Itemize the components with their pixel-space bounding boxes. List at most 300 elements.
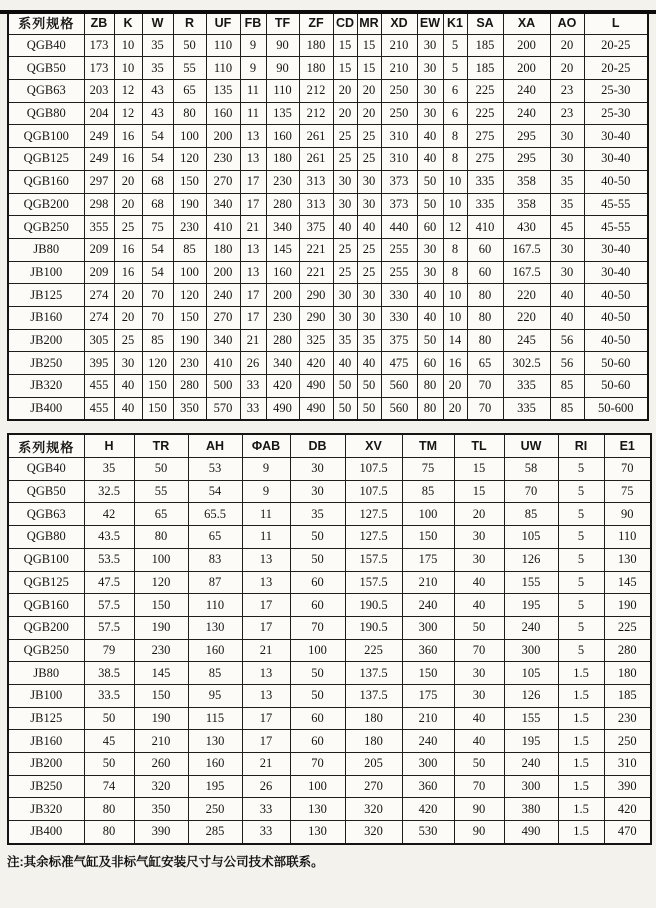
spec-value-cell: 150 [173, 170, 206, 193]
spec-value-cell: 30 [333, 306, 357, 329]
spec-value-cell: 9 [242, 480, 290, 503]
spec-value-cell: 100 [173, 261, 206, 284]
spec-value-cell: 50 [333, 375, 357, 398]
spec-value-cell: 160 [266, 125, 299, 148]
spec-value-cell: 50 [290, 548, 345, 571]
spec-value-cell: 85 [550, 375, 584, 398]
spec-value-cell: 30 [417, 57, 443, 80]
spec-value-cell: 110 [266, 80, 299, 103]
spec-value-cell: 190 [134, 616, 188, 639]
column-header: XD [381, 11, 417, 34]
spec-value-cell: 30 [417, 102, 443, 125]
spec-value-cell: 80 [417, 375, 443, 398]
spec-value-cell: 455 [84, 397, 114, 420]
spec-value-cell: 40-50 [584, 170, 648, 193]
spec-value-cell: 145 [604, 571, 651, 594]
spec-value-cell: 200 [503, 57, 550, 80]
column-header: TF [266, 11, 299, 34]
spec-value-cell: 12 [114, 80, 142, 103]
column-header: SA [467, 11, 503, 34]
spec-value-cell: 30 [454, 662, 504, 685]
series-model-cell: JB400 [8, 821, 84, 844]
spec-value-cell: 56 [550, 329, 584, 352]
spec-value-cell: 80 [84, 821, 134, 844]
spec-value-cell: 10 [443, 193, 467, 216]
table-row [8, 798, 651, 821]
spec-value-cell: 43.5 [84, 526, 134, 549]
spec-value-cell: 54 [142, 261, 173, 284]
series-model-cell: JB200 [8, 329, 84, 352]
spec-value-cell: 14 [443, 329, 467, 352]
table-row [8, 753, 651, 776]
spec-value-cell: 105 [504, 662, 558, 685]
spec-value-cell: 30-40 [584, 125, 648, 148]
spec-value-cell: 30 [454, 548, 504, 571]
spec-value-cell: 10 [114, 57, 142, 80]
spec-value-cell: 110 [604, 526, 651, 549]
table-row [8, 148, 648, 171]
spec-value-cell: 15 [357, 34, 381, 57]
spec-value-cell: 30 [333, 170, 357, 193]
spec-value-cell: 270 [206, 170, 240, 193]
spec-value-cell: 70 [142, 306, 173, 329]
spec-value-cell: 137.5 [345, 662, 402, 685]
spec-value-cell: 8 [443, 125, 467, 148]
spec-value-cell: 255 [381, 238, 417, 261]
spec-value-cell: 180 [266, 148, 299, 171]
spec-value-cell: 33 [240, 375, 266, 398]
spec-value-cell: 50 [454, 753, 504, 776]
spec-value-cell: 190 [604, 594, 651, 617]
spec-value-cell: 150 [134, 684, 188, 707]
spec-value-cell: 30 [550, 125, 584, 148]
spec-value-cell: 210 [402, 707, 454, 730]
spec-value-cell: 137.5 [345, 684, 402, 707]
spec-value-cell: 16 [114, 148, 142, 171]
spec-value-cell: 1.5 [558, 707, 604, 730]
spec-value-cell: 160 [266, 261, 299, 284]
spec-value-cell: 475 [381, 352, 417, 375]
spec-value-cell: 280 [266, 329, 299, 352]
spec-value-cell: 302.5 [503, 352, 550, 375]
table-row [8, 548, 651, 571]
spec-value-cell: 13 [242, 662, 290, 685]
spec-value-cell: 210 [134, 730, 188, 753]
spec-value-cell: 20 [443, 375, 467, 398]
spec-value-cell: 220 [503, 284, 550, 307]
spec-value-cell: 221 [299, 238, 333, 261]
spec-value-cell: 33.5 [84, 684, 134, 707]
spec-value-cell: 50 [290, 526, 345, 549]
spec-value-cell: 85 [188, 662, 242, 685]
table-1-header-row [8, 11, 648, 34]
spec-value-cell: 420 [299, 352, 333, 375]
column-header: UW [504, 434, 558, 457]
spec-value-cell: 360 [402, 775, 454, 798]
spec-value-cell: 70 [454, 639, 504, 662]
spec-value-cell: 190 [173, 329, 206, 352]
spec-value-cell: 150 [402, 662, 454, 685]
spec-value-cell: 313 [299, 170, 333, 193]
spec-value-cell: 30 [454, 684, 504, 707]
spec-value-cell: 225 [467, 102, 503, 125]
spec-value-cell: 45 [550, 216, 584, 239]
spec-value-cell: 221 [299, 261, 333, 284]
table-row [8, 594, 651, 617]
spec-value-cell: 320 [134, 775, 188, 798]
spec-value-cell: 70 [467, 397, 503, 420]
spec-value-cell: 1.5 [558, 775, 604, 798]
spec-value-cell: 295 [503, 148, 550, 171]
spec-value-cell: 25 [357, 125, 381, 148]
spec-value-cell: 210 [402, 571, 454, 594]
spec-value-cell: 25 [333, 148, 357, 171]
column-header: MR [357, 11, 381, 34]
spec-value-cell: 35 [333, 329, 357, 352]
series-model-cell: QGB200 [8, 616, 84, 639]
spec-value-cell: 155 [504, 707, 558, 730]
spec-value-cell: 65 [134, 503, 188, 526]
series-model-cell: JB125 [8, 707, 84, 730]
column-header: TM [402, 434, 454, 457]
spec-value-cell: 35 [550, 170, 584, 193]
spec-value-cell: 1.5 [558, 684, 604, 707]
spec-value-cell: 209 [84, 238, 114, 261]
spec-value-cell: 40 [417, 284, 443, 307]
column-header: XV [345, 434, 402, 457]
column-header: ZF [299, 11, 333, 34]
spec-value-cell: 40-50 [584, 306, 648, 329]
spec-value-cell: 20-25 [584, 34, 648, 57]
footnote: 注:其余标准气缸及非标气缸安装尺寸与公司技术部联系。 [7, 854, 324, 869]
column-header: H [84, 434, 134, 457]
spec-value-cell: 11 [240, 102, 266, 125]
table-row [8, 503, 651, 526]
spec-value-cell: 33 [240, 397, 266, 420]
table-row [8, 306, 648, 329]
spec-value-cell: 5 [558, 594, 604, 617]
spec-value-cell: 70 [467, 375, 503, 398]
series-model-cell: JB125 [8, 284, 84, 307]
spec-value-cell: 130 [290, 798, 345, 821]
spec-value-cell: 11 [240, 80, 266, 103]
spec-value-cell: 80 [417, 397, 443, 420]
spec-value-cell: 310 [604, 753, 651, 776]
spec-value-cell: 330 [381, 306, 417, 329]
spec-value-cell: 40 [454, 707, 504, 730]
spec-value-cell: 17 [242, 616, 290, 639]
column-header: TR [134, 434, 188, 457]
table-row [8, 684, 651, 707]
spec-value-cell: 30 [357, 284, 381, 307]
spec-value-cell: 75 [604, 480, 651, 503]
table-row [8, 775, 651, 798]
spec-value-cell: 240 [402, 730, 454, 753]
spec-value-cell: 53.5 [84, 548, 134, 571]
spec-value-cell: 50 [84, 753, 134, 776]
spec-value-cell: 160 [188, 753, 242, 776]
column-header: R [173, 11, 206, 34]
spec-value-cell: 560 [381, 375, 417, 398]
spec-value-cell: 60 [290, 730, 345, 753]
spec-value-cell: 25 [357, 238, 381, 261]
spec-value-cell: 190.5 [345, 616, 402, 639]
spec-value-cell: 190.5 [345, 594, 402, 617]
spec-value-cell: 250 [188, 798, 242, 821]
column-header: UF [206, 11, 240, 34]
spec-value-cell: 280 [266, 193, 299, 216]
column-header: RI [558, 434, 604, 457]
column-header: ΦAB [242, 434, 290, 457]
spec-value-cell: 13 [242, 571, 290, 594]
spec-value-cell: 20 [357, 80, 381, 103]
spec-value-cell: 110 [206, 57, 240, 80]
spec-value-cell: 35 [357, 329, 381, 352]
spec-value-cell: 65 [188, 526, 242, 549]
spec-value-cell: 150 [134, 594, 188, 617]
spec-value-cell: 60 [290, 571, 345, 594]
spec-value-cell: 17 [242, 730, 290, 753]
spec-value-cell: 50 [454, 616, 504, 639]
column-header: FB [240, 11, 266, 34]
spec-value-cell: 54 [142, 125, 173, 148]
spec-value-cell: 40 [454, 730, 504, 753]
spec-value-cell: 275 [467, 125, 503, 148]
spec-value-cell: 16 [114, 238, 142, 261]
spec-value-cell: 80 [467, 284, 503, 307]
spec-value-cell: 95 [188, 684, 242, 707]
series-model-cell: QGB63 [8, 503, 84, 526]
spec-value-cell: 58 [504, 458, 558, 481]
spec-value-cell: 300 [504, 639, 558, 662]
spec-value-cell: 80 [467, 329, 503, 352]
table-row [8, 526, 651, 549]
spec-value-cell: 100 [290, 775, 345, 798]
spec-value-cell: 30-40 [584, 238, 648, 261]
spec-value-cell: 335 [467, 193, 503, 216]
spec-value-cell: 70 [454, 775, 504, 798]
spec-value-cell: 5 [558, 526, 604, 549]
spec-value-cell: 300 [402, 616, 454, 639]
spec-value-cell: 280 [173, 375, 206, 398]
spec-value-cell: 68 [142, 193, 173, 216]
spec-value-cell: 105 [504, 526, 558, 549]
spec-value-cell: 15 [454, 480, 504, 503]
spec-value-cell: 30 [357, 170, 381, 193]
spec-value-cell: 85 [550, 397, 584, 420]
spec-value-cell: 20 [550, 34, 584, 57]
column-header: 系列规格 [8, 11, 84, 34]
spec-value-cell: 79 [84, 639, 134, 662]
spec-value-cell: 280 [604, 639, 651, 662]
series-model-cell: JB100 [8, 261, 84, 284]
spec-value-cell: 320 [345, 821, 402, 844]
spec-value-cell: 16 [114, 261, 142, 284]
spec-value-cell: 350 [173, 397, 206, 420]
spec-value-cell: 330 [381, 284, 417, 307]
spec-value-cell: 70 [290, 616, 345, 639]
spec-value-cell: 1.5 [558, 798, 604, 821]
spec-value-cell: 420 [604, 798, 651, 821]
spec-value-cell: 20 [114, 170, 142, 193]
spec-value-cell: 50 [417, 170, 443, 193]
spec-value-cell: 70 [604, 458, 651, 481]
series-model-cell: QGB40 [8, 458, 84, 481]
spec-value-cell: 107.5 [345, 480, 402, 503]
spec-value-cell: 173 [84, 34, 114, 57]
spec-value-cell: 145 [266, 238, 299, 261]
spec-value-cell: 16 [114, 125, 142, 148]
spec-value-cell: 230 [206, 148, 240, 171]
spec-value-cell: 40 [114, 375, 142, 398]
spec-value-cell: 390 [134, 821, 188, 844]
spec-value-cell: 320 [345, 798, 402, 821]
column-header: XA [503, 11, 550, 34]
spec-value-cell: 355 [84, 216, 114, 239]
spec-value-cell: 50 [333, 397, 357, 420]
spec-value-cell: 85 [402, 480, 454, 503]
spec-value-cell: 5 [443, 57, 467, 80]
spec-value-cell: 410 [206, 352, 240, 375]
spec-value-cell: 80 [173, 102, 206, 125]
table-row [8, 397, 648, 420]
spec-value-cell: 200 [206, 125, 240, 148]
spec-value-cell: 240 [503, 102, 550, 125]
spec-value-cell: 20 [333, 80, 357, 103]
spec-value-cell: 33 [242, 821, 290, 844]
spec-value-cell: 90 [454, 798, 504, 821]
spec-value-cell: 25 [357, 261, 381, 284]
table-row [8, 639, 651, 662]
spec-value-cell: 60 [417, 216, 443, 239]
spec-value-cell: 30 [114, 352, 142, 375]
spec-value-cell: 127.5 [345, 503, 402, 526]
table-row [8, 238, 648, 261]
spec-table-mounting-dimensions-1 [7, 10, 649, 421]
spec-value-cell: 21 [242, 753, 290, 776]
spec-value-cell: 50 [290, 662, 345, 685]
column-header: DB [290, 434, 345, 457]
spec-value-cell: 26 [242, 775, 290, 798]
spec-value-cell: 225 [345, 639, 402, 662]
spec-value-cell: 135 [206, 80, 240, 103]
spec-value-cell: 260 [134, 753, 188, 776]
series-model-cell: QGB100 [8, 125, 84, 148]
spec-value-cell: 60 [467, 261, 503, 284]
spec-value-cell: 17 [242, 707, 290, 730]
series-model-cell: QGB50 [8, 57, 84, 80]
spec-value-cell: 9 [242, 458, 290, 481]
column-header: K [114, 11, 142, 34]
spec-value-cell: 240 [504, 616, 558, 639]
spec-value-cell: 195 [504, 594, 558, 617]
spec-value-cell: 33 [242, 798, 290, 821]
spec-value-cell: 13 [240, 125, 266, 148]
spec-value-cell: 83 [188, 548, 242, 571]
series-model-cell: JB80 [8, 662, 84, 685]
spec-value-cell: 490 [504, 821, 558, 844]
spec-value-cell: 100 [173, 125, 206, 148]
spec-value-cell: 210 [381, 57, 417, 80]
spec-value-cell: 180 [345, 730, 402, 753]
spec-value-cell: 173 [84, 57, 114, 80]
spec-value-cell: 360 [402, 639, 454, 662]
table-row [8, 102, 648, 125]
spec-value-cell: 75 [402, 458, 454, 481]
spec-value-cell: 180 [299, 57, 333, 80]
spec-value-cell: 75 [142, 216, 173, 239]
column-header: K1 [443, 11, 467, 34]
spec-value-cell: 35 [142, 34, 173, 57]
spec-value-cell: 560 [381, 397, 417, 420]
spec-value-cell: 17 [240, 170, 266, 193]
spec-value-cell: 110 [206, 34, 240, 57]
spec-value-cell: 204 [84, 102, 114, 125]
spec-value-cell: 130 [604, 548, 651, 571]
spec-value-cell: 350 [134, 798, 188, 821]
series-model-cell: JB250 [8, 775, 84, 798]
spec-value-cell: 249 [84, 148, 114, 171]
spec-value-cell: 30-40 [584, 261, 648, 284]
spec-value-cell: 21 [240, 329, 266, 352]
spec-value-cell: 255 [381, 261, 417, 284]
spec-value-cell: 195 [188, 775, 242, 798]
spec-value-cell: 6 [443, 80, 467, 103]
spec-value-cell: 9 [240, 34, 266, 57]
spec-value-cell: 390 [604, 775, 651, 798]
spec-value-cell: 200 [503, 34, 550, 57]
spec-value-cell: 30 [550, 148, 584, 171]
table-row [8, 170, 648, 193]
spec-value-cell: 225 [604, 616, 651, 639]
spec-value-cell: 155 [504, 571, 558, 594]
column-header: AO [550, 11, 584, 34]
spec-value-cell: 1.5 [558, 821, 604, 844]
spec-value-cell: 35 [84, 458, 134, 481]
series-model-cell: QGB125 [8, 148, 84, 171]
spec-value-cell: 100 [402, 503, 454, 526]
spec-value-cell: 335 [503, 375, 550, 398]
spec-value-cell: 110 [188, 594, 242, 617]
series-model-cell: QGB80 [8, 102, 84, 125]
spec-value-cell: 230 [134, 639, 188, 662]
spec-value-cell: 167.5 [503, 238, 550, 261]
series-model-cell: JB320 [8, 375, 84, 398]
column-header: L [584, 11, 648, 34]
spec-value-cell: 250 [604, 730, 651, 753]
spec-value-cell: 12 [114, 102, 142, 125]
table-row [8, 480, 651, 503]
spec-value-cell: 80 [467, 306, 503, 329]
spec-value-cell: 25-30 [584, 80, 648, 103]
column-header: 系列规格 [8, 434, 84, 457]
page-top-rule [0, 10, 656, 14]
spec-value-cell: 340 [266, 352, 299, 375]
spec-value-cell: 60 [467, 238, 503, 261]
spec-value-cell: 203 [84, 80, 114, 103]
spec-value-cell: 5 [558, 616, 604, 639]
spec-value-cell: 50 [84, 707, 134, 730]
spec-value-cell: 13 [242, 548, 290, 571]
spec-value-cell: 13 [242, 684, 290, 707]
column-header: AH [188, 434, 242, 457]
spec-value-cell: 190 [134, 707, 188, 730]
spec-value-cell: 300 [402, 753, 454, 776]
spec-value-cell: 126 [504, 548, 558, 571]
spec-value-cell: 54 [142, 238, 173, 261]
spec-value-cell: 380 [504, 798, 558, 821]
spec-value-cell: 90 [266, 34, 299, 57]
